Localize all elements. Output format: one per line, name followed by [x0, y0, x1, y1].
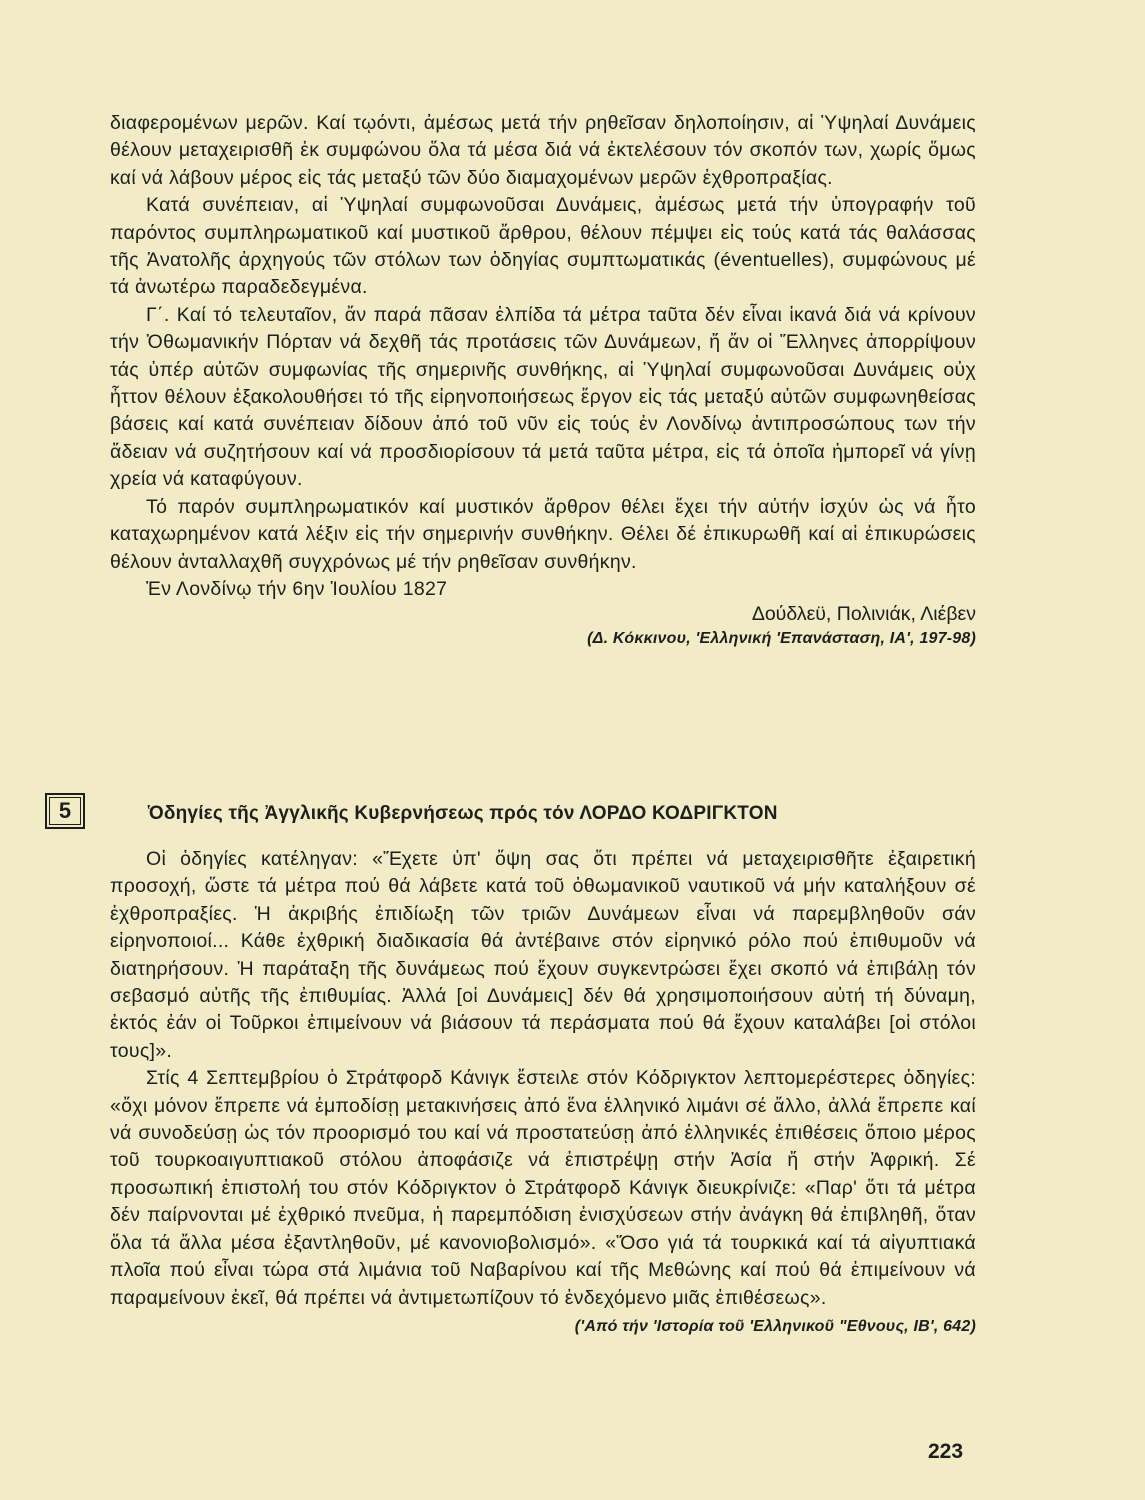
- section-body: [110, 846, 976, 1336]
- source-citation: ('Από τήν 'Ιστορία τοῦ 'Ελληνικοῦ "Εθνους, ΙΒ', 642): [574, 1317, 976, 1335]
- date-line: Ἐν Λονδίνῳ τήν 6ην Ἰουλίου 1827: [146, 577, 448, 600]
- section-title: Ὁδηγίες τῆς Ἀγγλικῆς Κυβερνήσεως πρός τόν ΛΟΡΔΟ ΚΟΔΡΙΓΚΤΟΝ: [148, 803, 778, 824]
- paragraph: Οἱ ὁδηγίες κατέληγαν: «Ἔχετε ὑπ' ὄψη σας ὅτι πρέπει νά μεταχειρισθῆτε ἐξαιρετική προσοχή, ὥστε τά μέτρα πού θά λάβετε κατά τοῦ ὀθωμανικοῦ ναυτικοῦ νά μήν καταλήξουν σέ ἐχθροπραξίες. Ἡ ἀκριβής ἐπιδίωξη τῶν τριῶν Δυνάμεων εἶναι νά παρεμβληθοῦν σάν εἰρηνοποιοί... Κάθε ἐχθρική διαδικασία θά ἀντέβαινε στόν εἰρηνικό ρόλο πού ἐπιθυμοῦν νά διατηρήσουν. Ἡ παράταξη τῆς δυνάμεως πού ἔχουν συγκεντρώσει ἔχει σκοπό νά ἐπιβάλῃ τόν σεβασμό αὐτῆς τῆς ἐπιθυμίας. Ἀλλά [οἱ Δυνάμεις] δέν θά χρησιμοποιήσουν αὐτή τή δύναμη, ἐκτός ἐάν οἱ Τοῦρκοι ἐπιμείνουν νά βιάσουν τά περάσματα πού θά ἔχουν καταλάβει [οἱ στόλοι τους]».: [110, 848, 976, 1062]
- section-number: 5: [49, 797, 81, 825]
- treaty-article-text: [110, 110, 976, 648]
- signatures: Δούδλεϋ, Πολινιάκ, Λιέβεν: [751, 603, 976, 626]
- paragraph: Στίς 4 Σεπτεμβρίου ὁ Στράτφορδ Κάνιγκ ἔστειλε στόν Κόδριγκτον λεπτομερέστερες ὁδηγίες: «ὄχι μόνον ἔπρεπε νά ἐμποδίσῃ μετακινήσεις ἀπό ἕνα ἑλληνικό λιμάνι σέ ἄλλο, ἀλλά ἔπρεπε καί νά συνοδεύσῃ ὡς τόν προορισμό του καί νά προστατεύσῃ ἀπό ἑλληνικές ἐπιθέσεις ὅποιο μέρος τοῦ τουρκοαιγυπτιακοῦ στόλου ἀποφάσιζε νά ἐπιστρέψῃ στήν Ἀσία ἤ στήν Ἀφρική. Σέ προσωπική ἐπιστολή του στόν Κόδριγκτον ὁ Στράτφορδ Κάνιγκ διευκρίνιζε: «Παρ' ὅτι τά μέτρα δέν παίρνονται μέ ἐχθρικό πνεῦμα, ἡ παρεμπόδιση ἐνισχύσεων στήν ἀνάγκη θά ἐπιβληθῆ, ὅταν ὅλα τά ἄλλα μέσα ἐξαντληθοῦν, μέ κανονιοβολισμό». «Ὅσο γιά τά τουρκικά καί τά αἰγυπτιακά πλοῖα πού εἶναι τώρα στά λιμάνια τοῦ Ναβαρίνου καί τῆς Μεθώνης καί πού θά ἐπιμείνουν νά παραμείνουν ἐκεῖ, θά πρέπει νά ἀντιμετωπίζουν τό ἐνδεχόμενο μιᾶς ἐπιθέσεως».: [110, 1067, 976, 1309]
- section-number-box: [45, 793, 85, 829]
- source-citation: (Δ. Κόκκινου, 'Ελληνική 'Επανάσταση, ΙΑ', 197-98): [587, 630, 976, 648]
- paragraph: Τό παρόν συμπληρωματικόν καί μυστικόν ἄρθρον θέλει ἔχει τήν αὐτήν ἰσχύν ὡς νά ἦτο καταχωρημένον κατά λέξιν εἰς τήν σημερινήν συνθήκην. Θέλει δέ ἐπικυρωθῆ καί αἱ ἐπικυρώσεις θέλουν ἀνταλλαχθῆ συγχρόνως μέ τήν ρηθεῖσαν συνθήκην.: [110, 495, 976, 573]
- paragraph: Γ΄. Καί τό τελευταῖον, ἄν παρά πᾶσαν ἐλπίδα τά μέτρα ταῦτα δέν εἶναι ἱκανά διά νά κρίνουν τήν Ὀθωμανικήν Πόρταν νά δεχθῆ τάς προτάσεις τῶν Δυνάμεων, ἤ ἄν οἱ Ἕλληνες ἀπορρίψουν τάς ὑπέρ αὐτῶν συμφωνίας τῆς σημερινῆς συνθήκης, αἱ Ὑψηλαί συμφωνοῦσαι Δυνάμεις οὐχ ἧττον θέλουν ἐξακολουθήσει τό τῆς εἰρηνοποιήσεως ἔργον εἰς τάς μεταξύ αὐτῶν συμφωνηθείσας βάσεις καί κατά συνέπειαν δίδουν ἀπό τοῦ νῦν εἰς τούς ἐν Λονδίνῳ ἀντιπροσώπους των τήν ἄδειαν νά συζητήσουν καί νά προσδιορίσουν τά μετά ταῦτα μέτρα, εἰς τά ὁποῖα ἠμπορεῖ νά γίνῃ χρεία νά καταφύγουν.: [110, 303, 976, 491]
- page-number: 223: [928, 1440, 964, 1463]
- paragraph: διαφερομένων μερῶν. Καί τῳόντι, ἀμέσως μετά τήν ρηθεῖσαν δηλοποίησιν, αἱ Ὑψηλαί Δυνάμεις θέλουν μεταχειρισθῆ ἐκ συμφώνου ὅλα τά μέσα διά νά ἐκτελέσουν τόν σκοπόν των, χωρίς ὅμως καί νά λάβουν μέρος εἰς τάς μεταξύ τῶν δύο διαμαχομένων μερῶν ἐχθροπραξίας.: [110, 112, 976, 189]
- paragraph: Κατά συνέπειαν, αἱ Ὑψηλαί συμφωνοῦσαι Δυνάμεις, ἀμέσως μετά τήν ὑπογραφήν τοῦ παρόντος συμπληρωματικοῦ καί μυστικοῦ ἄρθρου, θέλουν πέμψει εἰς τούς κατά τάς θαλάσσας τῆς Ἀνατολῆς ἀρχηγούς τῶν στόλων των ὁδηγίας συμπτωματικάς (éventuelles), συμφώνους μέ τά ἀνωτέρω παραδεδεγμένα.: [110, 194, 976, 299]
